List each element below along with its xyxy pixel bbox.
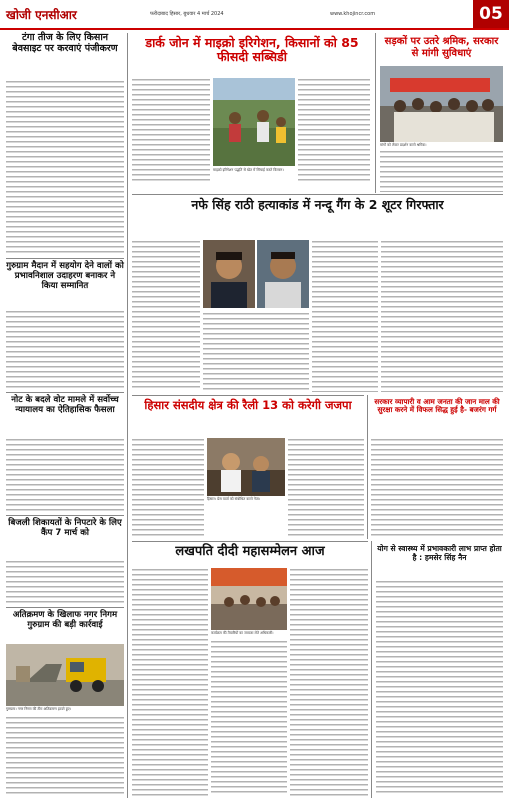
website-url: www.khojincr.com xyxy=(330,11,376,17)
page-number: 05 xyxy=(473,0,509,28)
headline-yoga: योग से स्वास्थ्य में प्रभावकारी लाभ प्राप्त होता है : हमसेर सिंह नैन xyxy=(377,544,502,562)
protest-photo-caption: मांगों को लेकर प्रदर्शन करते श्रमिक। xyxy=(380,143,427,147)
column-divider xyxy=(367,395,368,539)
farm-photo-image xyxy=(213,78,295,166)
article-lakhpati-col3 xyxy=(290,568,368,796)
event-photo-caption: कार्यक्रम की तैयारियों का जायजा लेते अधिकारी। xyxy=(211,631,274,635)
divider xyxy=(132,395,364,396)
rally-photo-image xyxy=(207,438,285,496)
article-farmers-body xyxy=(6,80,124,255)
article-yoga-body xyxy=(376,580,503,796)
divider xyxy=(6,392,124,393)
column-divider xyxy=(375,33,376,193)
shooter-photo-2 xyxy=(257,240,309,308)
protest-photo xyxy=(380,66,503,142)
article-nafe-singh-col2 xyxy=(203,312,309,392)
headline-lakhpati-didi: लखपति दीदी महासम्मेलन आज xyxy=(175,544,325,559)
column-divider xyxy=(371,541,372,798)
article-encroachment-body xyxy=(6,716,124,796)
shooter-photo-2-image xyxy=(257,240,309,308)
article-hisar-rally-col1 xyxy=(132,438,204,538)
encroachment-photo xyxy=(6,644,124,706)
headline-note-vote: नोट के बदले वोट मामले में सर्वोच्च न्यायालय का ऐतिहासिक फैसला xyxy=(11,395,119,415)
headline-dark-zone: डार्क जोन में माइक्रो इरिगेशन, किसानों को 85 फीसदी सब्सिडी xyxy=(145,35,359,65)
headline-gurugram: गुरुग्राम मैदान में सहयोग देने वालों को प्रभावनिशाल उदाहरण बनाकर ने किया सम्मानित xyxy=(6,261,124,291)
article-nafe-singh-col1 xyxy=(132,240,200,390)
rally-photo-caption: हिसार। प्रेस वार्ता को संबोधित करते नेता। xyxy=(207,497,261,501)
headline-sarkar-vyapari: सरकार व्यापारी व आम जनता की जान माल की सुरक्षा करने में विफल सिद्ध हुई है- बजरंग गर्ग xyxy=(374,397,500,415)
event-photo xyxy=(211,568,287,630)
article-nafe-singh-col3 xyxy=(312,240,378,392)
headline-electricity: बिजली शिकायतों के निपटारे के लिए कैंप 7 मार्च को xyxy=(8,518,122,538)
shooter-photo-1-image xyxy=(203,240,255,308)
article-dark-zone-col2 xyxy=(298,78,370,183)
article-lakhpati-col2 xyxy=(211,640,287,796)
masthead xyxy=(0,0,509,30)
encroachment-caption: गुरुग्राम। नगर निगम की टीम अतिक्रमण हटाते हुए। xyxy=(6,707,71,711)
date-line: फरीदाबाद हिसार, बुधवार 4 मार्च 2024 xyxy=(150,11,224,17)
divider xyxy=(6,258,124,259)
divider xyxy=(6,607,124,608)
column-divider xyxy=(127,33,128,798)
headline-encroachment: अतिक्रमण के खिलाफ नगर निगम गुरुग्राम की बड़ी कार्रवाई xyxy=(12,610,118,630)
article-roads-body xyxy=(380,150,503,192)
farm-photo xyxy=(213,78,295,166)
headline-hisar-rally: हिसार संसदीय क्षेत्र की रैली 13 को करेगी जजपा xyxy=(144,398,352,412)
divider xyxy=(132,541,368,542)
divider xyxy=(6,515,124,516)
rally-photo xyxy=(207,438,285,496)
headline-nafe-singh: नफे सिंह राठी हत्याकांड में नन्दू गैंग के 2 शूटर गिरफ्तार xyxy=(191,197,444,212)
article-gurugram-body xyxy=(6,310,124,390)
newspaper-logo: खोजी एनसीआर xyxy=(6,8,77,22)
event-photo-image xyxy=(211,568,287,630)
article-lakhpati-col1 xyxy=(132,568,208,796)
article-electricity-body xyxy=(6,560,124,605)
article-note-vote-body xyxy=(6,438,124,513)
farm-photo-caption: माइक्रो इरिगेशन पद्धति से खेत में सिंचाई करते किसान। xyxy=(213,168,284,172)
headline-farmers-registration: टंगा तीज के लिए किसान बेवसाइट पर करवाएं पंजीकरण xyxy=(12,32,118,54)
protest-photo-image xyxy=(380,66,503,142)
divider xyxy=(132,194,503,195)
article-nafe-singh-col4 xyxy=(381,240,503,392)
article-dark-zone-col1 xyxy=(132,78,210,183)
encroachment-photo-image xyxy=(6,644,124,706)
shooter-photo-1 xyxy=(203,240,255,308)
article-hisar-rally-col2 xyxy=(288,438,364,538)
headline-roads-protest: सड़कों पर उतरे श्रमिक, सरकार से मांगी सुविधाएं xyxy=(384,36,499,59)
article-sarkar-vyapari-body xyxy=(371,438,503,538)
